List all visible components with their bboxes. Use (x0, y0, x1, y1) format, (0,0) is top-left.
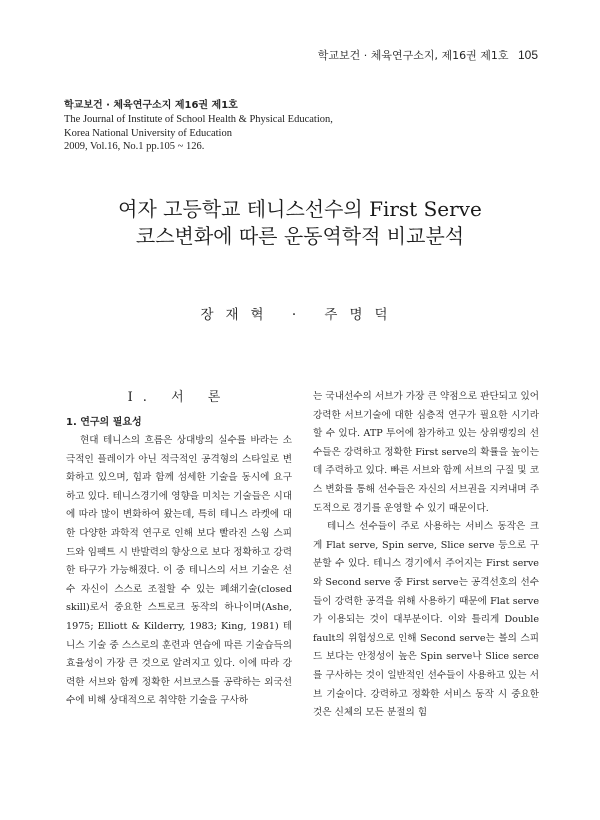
running-title: 학교보건 · 체육연구소지, 제16권 제1호 (317, 49, 509, 62)
journal-name-english: The Journal of Institute of School Health & Physical Education, (64, 113, 333, 125)
body-paragraph: 테니스 선수들이 주로 사용하는 서비스 동작은 크게 Flat serve, Spin serve, Slice serve 등으로 구분할 수 있다. 테니스 경기에서 주어지는 First serve와 Second serve 중 First serve는 공격선호의 선수들이 강력한 공격을 위해 사용하기 때문에 Flat serve가 이용되는 것이 대부분이다. 이와 틀리게 Double fault의 위험성으로 인해 Second serve는 볼의 스피드 보다는 안정성이 높은 Spin serve나 Slice serce를 구사하는 것이 일반적인 선수들이 사용하고 있는 서브 기술이다. 강력하고 정확한 서비스 동작 시 중요한 것은 신체의 모든 분절의 힘 (313, 521, 539, 719)
left-column (66, 388, 292, 711)
paper-title (0, 196, 600, 250)
journal-citation (64, 99, 333, 154)
journal-volume-pages: 2009, Vol.16, No.1 pp.105 ~ 126. (64, 141, 205, 153)
subsection-heading-need: 1. 연구의 필요성 (66, 417, 142, 428)
journal-institution: Korea National University of Education (64, 127, 232, 139)
paper-authors: 장재혁 · 주명덕 (200, 307, 400, 323)
body-paragraph: 현대 테니스의 흐름은 상대방의 실수를 바라는 소극적인 플레이가 아닌 적극적인 공격형의 스타일로 변화하고 있으며, 힘과 함께 섬세한 기술을 동시에 요구하고 있다. 테니스경기에 영향을 미치는 기술들은 시대에 따라 많이 변화하여 왔는데, 특히 테니스 라켓에 대한 다양한 과학적 연구로 인해 보다 빨라진 스윙 스피드와 임팩트 시 반발력의 향상으로 보다 정확하고 강력한 타구가 가능해졌다. 이 중 테니스의 서브 기술은 선수 자신이 스스로 조절할 수 있는 폐쇄기술(closed skill)로서 중요한 스트로크 동작의 하나이며(Ashe, 1975; Elliott & Kilderry, 1983; King, 1981) 테니스 기술 중 스스로의 훈련과 연습에 따른 기술습득의 효율성이 가장 큰 것으로 알려지고 있다. 이에 따라 강력한 서브와 함께 정확한 서브코스를 공략하는 외국선수에 비해 상대적으로 취약한 기술을 구사하 (66, 435, 292, 707)
paper-title-line-2: 코스변화에 따른 운동역학적 비교분석 (135, 224, 465, 248)
body-paragraph-continued: 는 국내선수의 서브가 가장 큰 약점으로 판단되고 있어 강력한 서브기술에 대한 심층적 연구가 필요한 시기라 할 수 있다. ATP 투어에 참가하고 있는 상위랭킹의 선수들은 강력하고 정확한 First serve의 확률을 높이는데 주력하고 있다. 빠른 서브와 함께 서브의 구질 및 코스 변화를 통해 선수들은 자신의 서브권을 지켜내며 주도적으로 경기를 운영할 수 있기 때문이다. (313, 391, 539, 514)
running-header (318, 47, 538, 63)
paper-title-line-1: 여자 고등학교 테니스선수의 First Serve (118, 197, 482, 221)
journal-name-korean: 학교보건 · 체육연구소지 제16권 제1호 (64, 100, 238, 111)
right-column (313, 388, 539, 723)
section-heading-introduction: Ⅰ. 서 론 (127, 390, 231, 405)
page-number: 105 (517, 48, 538, 62)
